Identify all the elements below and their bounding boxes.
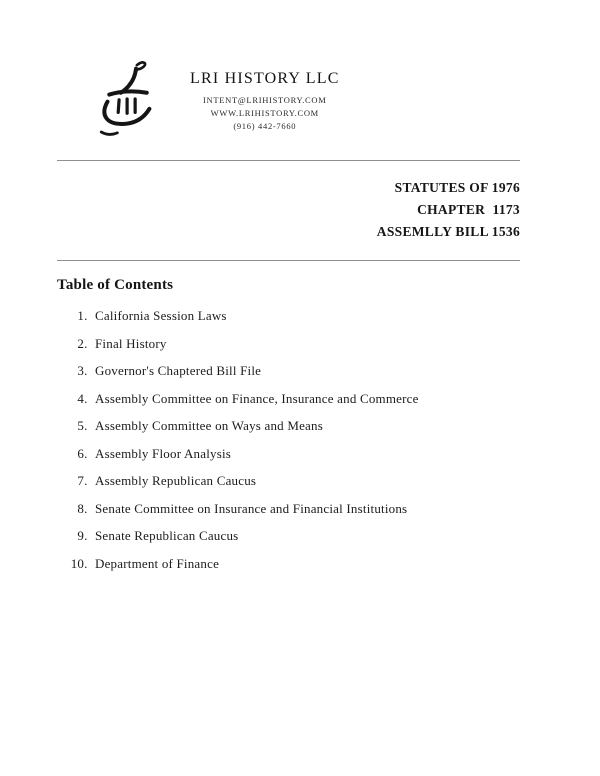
divider-top (57, 160, 520, 161)
reference-block (57, 177, 520, 243)
toc-list (57, 308, 520, 572)
toc-item: 6. Assembly Floor Analysis (91, 446, 520, 462)
toc-item: 7. Assembly Republican Caucus (91, 473, 520, 489)
table-of-contents (57, 277, 520, 572)
company-website: WWW.LRIHISTORY.COM (210, 108, 319, 118)
calligraphy-logo-icon (96, 58, 160, 140)
company-phone: (916) 442-7660 (233, 121, 297, 131)
company-name: LRI HISTORY LLC (190, 70, 340, 87)
letterhead-text (190, 58, 340, 133)
bill-line: ASSEMLLY BILL 1536 (376, 224, 520, 239)
toc-item: 3. Governor's Chaptered Bill File (91, 363, 520, 379)
toc-item: 9. Senate Republican Caucus (91, 528, 520, 544)
letterhead (0, 0, 600, 140)
toc-item: 10. Department of Finance (91, 556, 520, 572)
company-email: INTENT@LRIHISTORY.COM (203, 95, 327, 105)
toc-item: 8. Senate Committee on Insurance and Financial Institutions (91, 501, 520, 517)
toc-item: 1. California Session Laws (91, 308, 520, 324)
toc-item: 2. Final History (91, 336, 520, 352)
toc-item: 5. Assembly Committee on Ways and Means (91, 418, 520, 434)
statutes-line: STATUTES OF 1976 (394, 180, 520, 195)
divider-bottom (57, 260, 520, 261)
toc-item: 4. Assembly Committee on Finance, Insurance and Commerce (91, 391, 520, 407)
chapter-line: CHAPTER 1173 (417, 202, 520, 217)
toc-title: Table of Contents (57, 277, 174, 293)
